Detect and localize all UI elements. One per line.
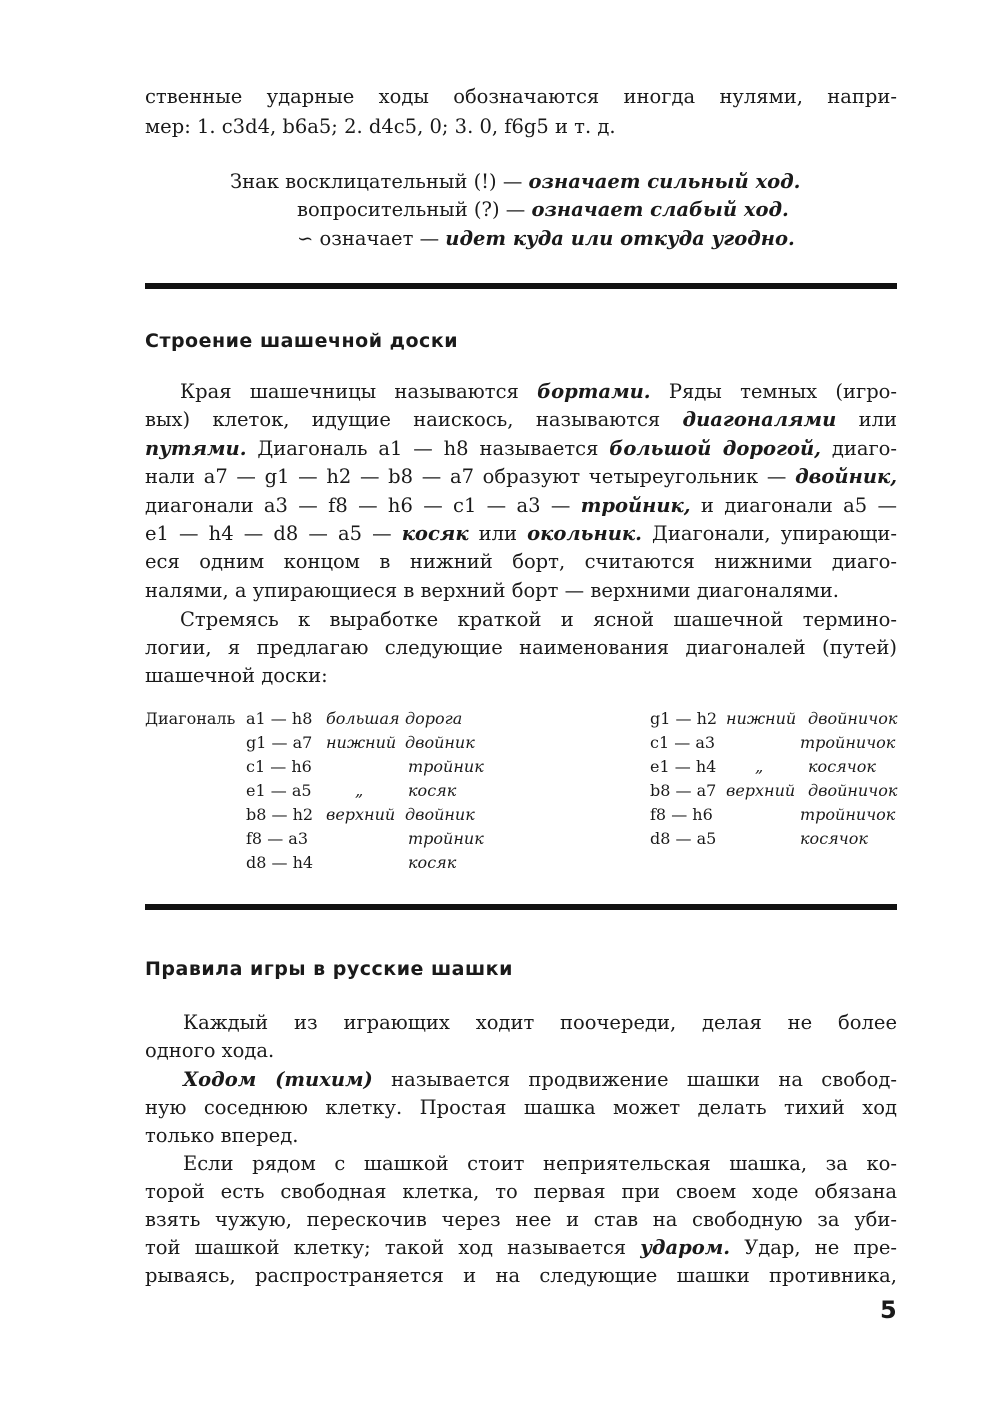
emphasis-text: ударом. bbox=[640, 1236, 731, 1259]
text-line bbox=[145, 84, 897, 110]
text-span: Знак восклицательный (!) — bbox=[230, 170, 529, 193]
text-line bbox=[145, 1123, 298, 1149]
text-line bbox=[297, 197, 789, 223]
emphasis-text: путями. bbox=[145, 437, 247, 460]
text-span: Стремясь к выработке краткой и ясной шашечной термино- bbox=[180, 608, 897, 631]
text-line bbox=[183, 1010, 897, 1036]
text-span: логии, я предлагаю следующие наименования диагоналей (путей) bbox=[145, 636, 897, 659]
diagonal-term: двойник bbox=[405, 733, 475, 752]
text-span: Ряды темных (игро- bbox=[650, 380, 897, 403]
diagonal-term: косяк bbox=[408, 853, 457, 872]
diagonal-name: b8 — a7 bbox=[650, 781, 717, 800]
diagonal-qualifier: верхний bbox=[326, 805, 396, 824]
text-line bbox=[145, 464, 897, 490]
divider bbox=[145, 904, 897, 910]
text-line bbox=[230, 169, 800, 195]
emphasis-text: означает сильный ход. bbox=[528, 170, 801, 193]
text-span: шашечной доски: bbox=[145, 664, 328, 687]
diagonal-term: двойничок bbox=[808, 709, 898, 728]
text-span: торой есть свободная клетка, то первая при своем ходе обязана bbox=[145, 1180, 897, 1203]
diagonal-name: e1 — a5 bbox=[246, 781, 312, 800]
diagonal-qualifier: большая bbox=[326, 709, 400, 728]
emphasis-text: Ходом (тихим) bbox=[183, 1068, 373, 1091]
diagonal-term: двойничок bbox=[808, 781, 898, 800]
text-line bbox=[180, 379, 897, 405]
text-span: Удар, не пре- bbox=[730, 1236, 897, 1259]
text-line bbox=[145, 1263, 897, 1289]
text-span: вопросительный (?) — bbox=[297, 198, 532, 221]
emphasis-text: бортами. bbox=[537, 380, 651, 403]
text-line bbox=[145, 1179, 897, 1205]
page-number: 5 bbox=[880, 1296, 897, 1324]
divider bbox=[145, 283, 897, 289]
diagonal-name: c1 — h6 bbox=[246, 757, 312, 776]
text-span: и диагонали a5 — bbox=[690, 494, 897, 517]
emphasis-text: идет куда или откуда угодно. bbox=[445, 227, 795, 250]
text-span: рываясь, распространяется и на следующие шашки противника, bbox=[145, 1264, 897, 1287]
text-span: одного хода. bbox=[145, 1039, 275, 1062]
text-span: только вперед. bbox=[145, 1124, 299, 1147]
emphasis-text: окольник. bbox=[527, 522, 642, 545]
text-line bbox=[145, 635, 897, 661]
diagonal-name: a1 — h8 bbox=[246, 709, 313, 728]
text-span: вых) клеток, идущие наискось, называются bbox=[145, 408, 683, 431]
emphasis-text: косяк bbox=[401, 522, 469, 545]
text-line bbox=[297, 226, 795, 252]
text-span: взять чужую, перескочив через нее и став на свободную за уби- bbox=[145, 1208, 897, 1231]
text-line bbox=[145, 407, 897, 433]
text-line bbox=[145, 1207, 897, 1233]
diagonal-term: тройничок bbox=[800, 805, 896, 824]
text-span: еся одним концом в нижний борт, считаются нижними диаго- bbox=[145, 550, 897, 573]
text-line bbox=[145, 549, 897, 575]
text-line bbox=[145, 521, 897, 547]
emphasis-text: двойник, bbox=[795, 465, 897, 488]
emphasis-text: диагоналями bbox=[682, 408, 837, 431]
diagonal-term: дорога bbox=[405, 709, 463, 728]
diagonal-qualifier: нижний bbox=[726, 709, 797, 728]
diagonal-name: e1 — h4 bbox=[650, 757, 717, 776]
diagonal-name: g1 — a7 bbox=[246, 733, 313, 752]
text-line bbox=[145, 663, 328, 689]
table-label: Диагональ bbox=[145, 709, 236, 728]
text-span: Диагонали, упирающи- bbox=[641, 522, 898, 545]
text-line bbox=[145, 1235, 897, 1261]
diagonal-name: g1 — h2 bbox=[650, 709, 718, 728]
emphasis-text: большой дорогой, bbox=[609, 437, 821, 460]
text-line bbox=[183, 1067, 897, 1093]
text-line bbox=[145, 493, 897, 519]
text-span: Диагональ a1 — h8 называется bbox=[246, 437, 610, 460]
text-span: налями, а упирающиеся в верхний борт — верхними диагоналями. bbox=[145, 579, 839, 602]
text-span: e1 — h4 — d8 — a5 — bbox=[145, 522, 402, 545]
text-line bbox=[145, 1095, 897, 1121]
diagonal-name: f8 — a3 bbox=[246, 829, 308, 848]
text-span: или bbox=[468, 522, 528, 545]
diagonal-name: c1 — a3 bbox=[650, 733, 716, 752]
diagonal-term: косяк bbox=[408, 781, 457, 800]
diagonal-qualifier: верхний bbox=[726, 781, 796, 800]
diagonal-name: d8 — a5 bbox=[650, 829, 717, 848]
diagonal-term: тройничок bbox=[800, 733, 896, 752]
section-heading: Строение шашечной доски bbox=[145, 330, 459, 352]
text-line bbox=[145, 578, 839, 604]
section-heading: Правила игры в русские шашки bbox=[145, 958, 513, 980]
text-span: ную соседнюю клетку. Простая шашка может делать тихий ход bbox=[145, 1096, 897, 1119]
text-span: или bbox=[836, 408, 897, 431]
text-span: мер: 1. c3d4, b6a5; 2. d4c5, 0; 3. 0, f6g5 и т. д. bbox=[145, 115, 616, 138]
diagonal-term: косячок bbox=[808, 757, 876, 776]
text-span: Края шашечницы называются bbox=[180, 380, 538, 403]
text-line bbox=[145, 114, 616, 140]
diagonal-term: тройник bbox=[408, 829, 484, 848]
text-span: нали a7 — g1 — h2 — b8 — a7 образуют четыреугольник — bbox=[145, 465, 796, 488]
diagonal-name: b8 — h2 bbox=[246, 805, 314, 824]
diagonal-term: тройник bbox=[408, 757, 484, 776]
text-span: ственные ударные ходы обозначаются иногда нулями, напри- bbox=[145, 85, 897, 108]
diagonal-qualifier: „ bbox=[755, 757, 764, 776]
text-span: ∽ означает — bbox=[297, 227, 446, 250]
emphasis-text: означает слабый ход. bbox=[531, 198, 789, 221]
emphasis-text: тройник, bbox=[580, 494, 691, 517]
text-line bbox=[145, 436, 897, 462]
text-span: называется продвижение шашки на свобод- bbox=[372, 1068, 898, 1091]
diagonal-name: f8 — h6 bbox=[650, 805, 713, 824]
text-span: диагонали a3 — f8 — h6 — c1 — a3 — bbox=[145, 494, 581, 517]
diagonal-qualifier: нижний bbox=[326, 733, 397, 752]
text-line bbox=[183, 1151, 897, 1177]
text-span: Если рядом с шашкой стоит неприятельская шашка, за ко- bbox=[183, 1152, 897, 1175]
diagonal-qualifier: „ bbox=[355, 781, 364, 800]
text-span: той шашкой клетку; такой ход называется bbox=[145, 1236, 641, 1259]
text-line bbox=[180, 607, 897, 633]
diagonal-term: двойник bbox=[405, 805, 475, 824]
text-span: диаго- bbox=[820, 437, 898, 460]
text-span: Каждый из играющих ходит поочереди, делая не более bbox=[183, 1011, 897, 1034]
diagonal-name: d8 — h4 bbox=[246, 853, 314, 872]
diagonal-term: косячок bbox=[800, 829, 868, 848]
text-line bbox=[145, 1038, 274, 1064]
